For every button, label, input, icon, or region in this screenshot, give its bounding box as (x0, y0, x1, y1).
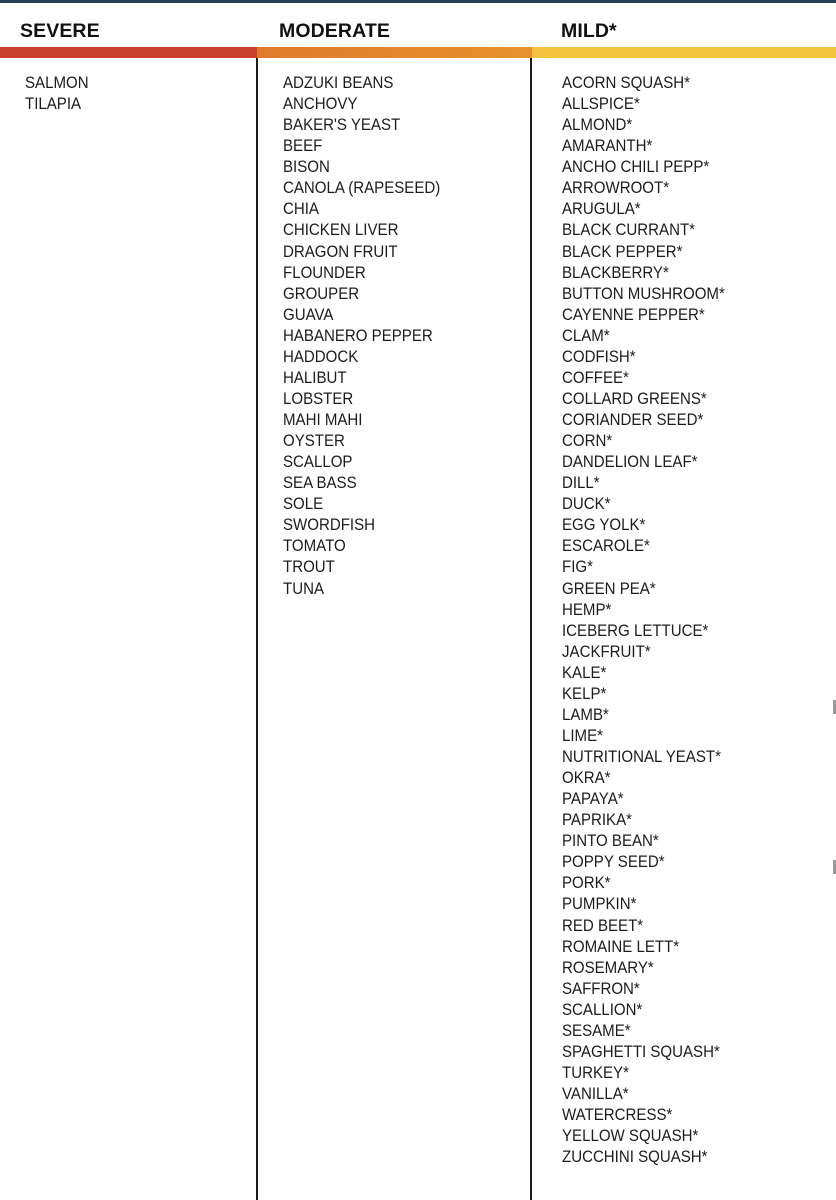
mild-header: MILD* (561, 20, 617, 42)
mild-list-item: PUMPKIN* (562, 895, 637, 914)
mild-list-item: PORK* (562, 874, 611, 893)
moderate-list-item: CANOLA (RAPESEED) (283, 179, 441, 198)
mild-list-item: BLACKBERRY* (562, 263, 669, 282)
mild-list-item: YELLOW SQUASH* (562, 1127, 699, 1146)
mild-bar (532, 47, 836, 58)
mild-list-item: DANDELION LEAF* (562, 453, 698, 472)
mild-list-item: VANILLA* (562, 1085, 629, 1103)
severe-list-item: TILAPIA (25, 95, 82, 114)
mild-list-item: WATERCRESS* (562, 1106, 673, 1125)
mild-list-item: CLAM* (562, 326, 610, 345)
severe-list (25, 73, 93, 115)
moderate-list-item: MAHI MAHI (283, 411, 363, 429)
mild-list-item: CODFISH* (562, 347, 636, 366)
mild-list-item: ROSEMARY* (562, 958, 654, 977)
mild-list-item: ALLSPICE* (562, 95, 640, 114)
mild-list-item: POPPY SEED* (562, 853, 665, 872)
mild-list-item: LIME* (562, 726, 604, 745)
moderate-list-item: HABANERO PEPPER (283, 326, 433, 345)
mild-list-item: ESCAROLE* (562, 537, 650, 556)
mild-list-item: ALMOND* (562, 116, 633, 135)
mild-list-item: ROMAINE LETT* (562, 937, 680, 956)
moderate-list-item: BEEF (283, 137, 323, 156)
moderate-list-item: HALIBUT (283, 368, 347, 387)
top-rule (0, 0, 836, 3)
moderate-list-item: BISON (283, 158, 330, 177)
column-divider-right (530, 58, 532, 1200)
mild-list-item: ICEBERG LETTUCE* (562, 621, 709, 640)
moderate-list-item: SWORDFISH (283, 516, 375, 535)
moderate-list (283, 73, 452, 600)
mild-list-item: AMARANTH* (562, 137, 653, 156)
mild-list-item: JACKFRUIT* (562, 642, 651, 661)
moderate-list-item: CHIA (283, 200, 319, 219)
moderate-list-item: CHICKEN LIVER (283, 221, 399, 240)
mild-list-item: HEMP* (562, 600, 612, 619)
moderate-list-item: SOLE (283, 495, 324, 514)
severe-list-item: SALMON (25, 74, 89, 92)
mild-list-item: PAPRIKA* (562, 811, 633, 830)
mild-list-item: CORIANDER SEED* (562, 411, 704, 429)
moderate-list-item: LOBSTER (283, 389, 354, 408)
column-divider-left (256, 58, 258, 1200)
mild-list-item: ZUCCHINI SQUASH* (562, 1148, 708, 1167)
mild-list-item: ANCHO CHILI PEPP* (562, 158, 710, 177)
mild-list-item: CORN* (562, 432, 613, 451)
mild-list-item: BLACK CURRANT* (562, 221, 696, 240)
mild-list-item: ACORN SQUASH* (562, 74, 690, 92)
mild-list-item: OKRA* (562, 769, 611, 788)
moderate-list-item: BAKER'S YEAST (283, 116, 401, 135)
mild-list-item: GREEN PEA* (562, 579, 656, 598)
moderate-bar (257, 47, 532, 58)
mild-list-item: COLLARD GREENS* (562, 389, 707, 408)
mild-list-item: RED BEET* (562, 916, 644, 935)
mild-list-item: EGG YOLK* (562, 516, 646, 535)
mild-list-item: CAYENNE PEPPER* (562, 305, 705, 324)
mild-list-item: ARUGULA* (562, 200, 641, 219)
moderate-list-item: GROUPER (283, 284, 360, 303)
severe-bar (0, 47, 257, 58)
moderate-list-item: SEA BASS (283, 474, 357, 493)
moderate-list-item: TROUT (283, 558, 335, 577)
mild-list-item: DUCK* (562, 495, 611, 514)
mild-list-item: SAFFRON* (562, 979, 640, 998)
moderate-list-item: TUNA (283, 579, 324, 598)
moderate-list-item: ADZUKI BEANS (283, 74, 394, 92)
mild-list-item: COFFEE* (562, 368, 629, 387)
moderate-header: MODERATE (279, 20, 390, 42)
mild-list-item: BUTTON MUSHROOM* (562, 284, 725, 303)
mild-list-item: NUTRITIONAL YEAST* (562, 748, 721, 766)
moderate-list-item: ANCHOVY (283, 95, 358, 114)
mild-list-item: SCALLION* (562, 1000, 643, 1019)
moderate-list-item: FLOUNDER (283, 263, 366, 282)
moderate-list-item: SCALLOP (283, 453, 353, 472)
severe-header: SEVERE (20, 20, 100, 42)
mild-list-item: PINTO BEAN* (562, 832, 659, 851)
mild-list-item: SESAME* (562, 1021, 631, 1040)
mild-list-item: SPAGHETTI SQUASH* (562, 1042, 720, 1061)
mild-list-item: KELP* (562, 684, 607, 703)
moderate-list-item: GUAVA (283, 305, 334, 324)
mild-list-item: TURKEY* (562, 1063, 629, 1082)
moderate-list-item: OYSTER (283, 432, 345, 451)
mild-list-item: PAPAYA* (562, 790, 624, 809)
moderate-list-item: TOMATO (283, 537, 346, 556)
mild-list-item: ARROWROOT* (562, 179, 670, 198)
mild-list-item: BLACK PEPPER* (562, 242, 683, 261)
mild-list (562, 73, 737, 1168)
mild-list-item: FIG* (562, 558, 593, 577)
mild-list-item: LAMB* (562, 705, 609, 724)
mild-list-item: DILL* (562, 474, 600, 493)
moderate-list-item: DRAGON FRUIT (283, 242, 398, 261)
mild-list-item: KALE* (562, 663, 607, 682)
moderate-list-item: HADDOCK (283, 347, 359, 366)
